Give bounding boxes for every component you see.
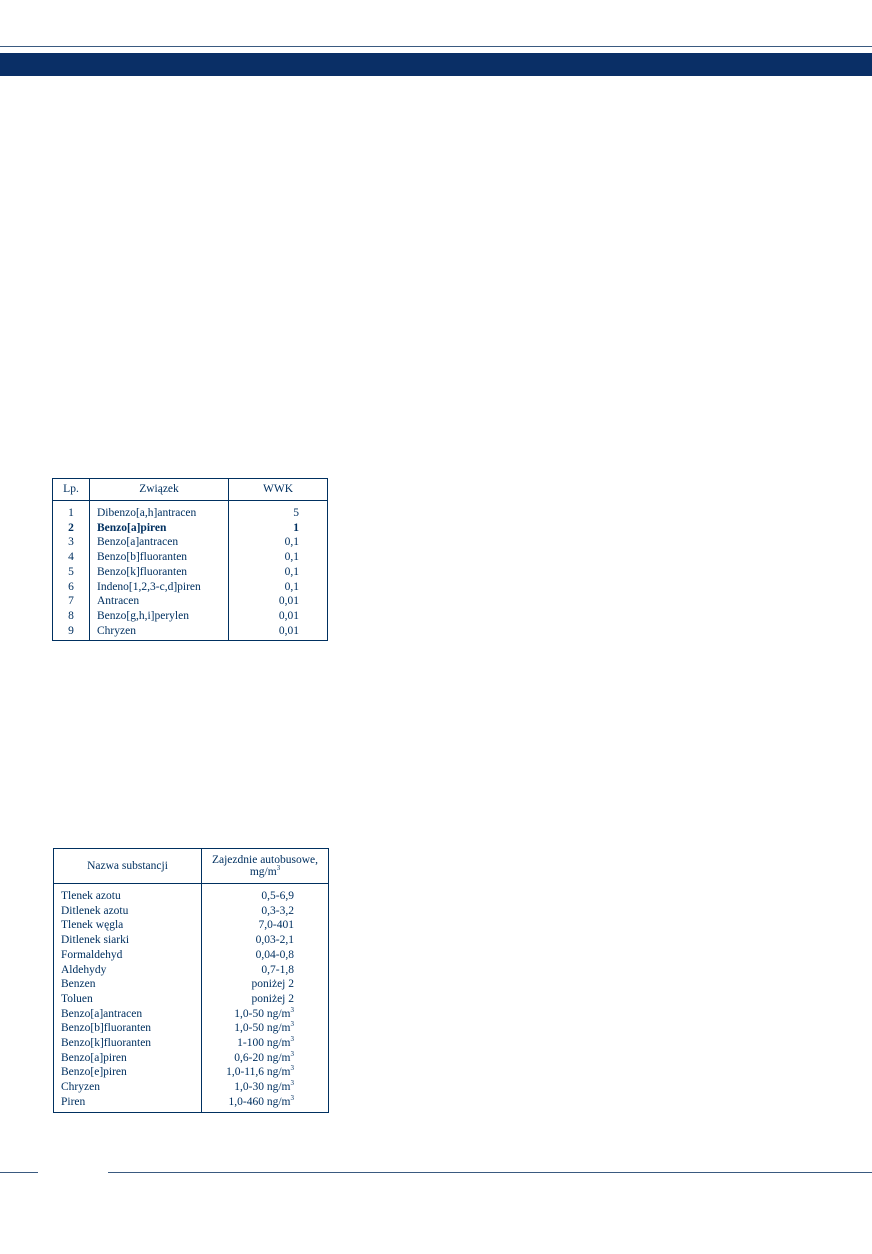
row-compound: Benzo[b]fluoranten: [90, 550, 229, 565]
row-wwk: 0,1: [229, 565, 328, 580]
row-compound: Dibenzo[a,h]antracen: [90, 501, 229, 521]
table-row: [54, 1036, 329, 1051]
row-substance-name: Tlenek węgla: [54, 918, 202, 933]
row-substance-name: Piren: [54, 1095, 202, 1112]
row-value-text: 1,0-460 ng/m: [228, 1095, 291, 1108]
table-row: [54, 1051, 329, 1066]
row-value-sup: 3: [290, 1020, 294, 1029]
substance-table-header: [54, 849, 329, 884]
top-rule: [0, 46, 872, 47]
table-row: [53, 624, 328, 641]
row-wwk: 0,1: [229, 535, 328, 550]
substance-table: [53, 848, 329, 1113]
wwk-table-body: [53, 501, 328, 641]
table-row: [54, 933, 329, 948]
row-compound: Chryzen: [90, 624, 229, 641]
row-depot-value: [202, 904, 329, 919]
row-value-sup: 3: [290, 1049, 294, 1058]
row-value-sup: 3: [290, 1035, 294, 1044]
header-wwk: WWK: [229, 479, 328, 501]
table-row: [53, 521, 328, 536]
row-depot-value: [202, 1080, 329, 1095]
row-value-text: 0,7-1,8: [261, 963, 294, 976]
row-value-text: 1-100 ng/m: [237, 1037, 291, 1050]
table-row: [54, 977, 329, 992]
row-wwk: 0,1: [229, 550, 328, 565]
row-value-text: 1,0-50 ng/m: [234, 1007, 291, 1020]
row-wwk: 0,01: [229, 624, 328, 641]
table-row: [54, 948, 329, 963]
table-row: [54, 963, 329, 978]
row-depot-value: [202, 918, 329, 933]
substance-table-body: [54, 884, 329, 1113]
table-row: [54, 1080, 329, 1095]
row-wwk: 1: [229, 521, 328, 536]
row-substance-name: Benzo[k]fluoranten: [54, 1036, 202, 1051]
table-row: [54, 1065, 329, 1080]
row-wwk: 5: [229, 501, 328, 521]
row-depot-value: [202, 884, 329, 904]
table-row: [53, 580, 328, 595]
row-value-text: 0,3-3,2: [261, 904, 294, 917]
wwk-table: [52, 478, 328, 641]
row-value-text: 0,5-6,9: [261, 890, 294, 902]
table-row: [53, 609, 328, 624]
row-value-sup: 3: [290, 1064, 294, 1073]
table-row: [53, 594, 328, 609]
row-depot-value: [202, 1095, 329, 1112]
row-wwk: 0,01: [229, 594, 328, 609]
table-row: [54, 884, 329, 904]
row-value-text: 1,0-11,6 ng/m: [226, 1066, 291, 1079]
row-depot-value: [202, 1051, 329, 1066]
row-depot-value: [202, 1021, 329, 1036]
row-value-text: 1,0-50 ng/m: [234, 1022, 291, 1035]
table-row: [54, 918, 329, 933]
row-depot-value: [202, 977, 329, 992]
table-row: [53, 565, 328, 580]
table-row: [54, 1095, 329, 1112]
row-substance-name: Formaldehyd: [54, 948, 202, 963]
header-depot-label: Zajezdnie autobusowe,: [211, 853, 318, 866]
wwk-table-header: [53, 479, 328, 501]
row-lp: 1: [53, 501, 90, 521]
table-row: [53, 535, 328, 550]
row-substance-name: Benzo[b]fluoranten: [54, 1021, 202, 1036]
table-row: [53, 501, 328, 521]
row-compound: Benzo[a]piren: [90, 521, 229, 536]
row-depot-value: [202, 963, 329, 978]
row-value-text: 0,04-0,8: [255, 948, 294, 961]
row-substance-name: Toluen: [54, 992, 202, 1007]
row-lp: 4: [53, 550, 90, 565]
row-substance-name: Benzo[a]piren: [54, 1051, 202, 1066]
table-row: [53, 550, 328, 565]
row-substance-name: Ditlenek azotu: [54, 904, 202, 919]
row-substance-name: Aldehydy: [54, 963, 202, 978]
row-compound: Benzo[a]antracen: [90, 535, 229, 550]
table-row: [54, 1007, 329, 1022]
header-compound: Związek: [90, 479, 229, 501]
row-wwk: 0,1: [229, 580, 328, 595]
row-value-text: 7,0-401: [258, 919, 294, 932]
footer-rule-right: [108, 1172, 872, 1173]
row-compound: Indeno[1,2,3-c,d]piren: [90, 580, 229, 595]
row-value-sup: 3: [290, 1005, 294, 1014]
row-value-sup: 3: [290, 1079, 294, 1088]
table-row: [54, 992, 329, 1007]
row-compound: Benzo[k]fluoranten: [90, 565, 229, 580]
row-value-text: poniżej 2: [251, 978, 294, 991]
row-lp: 2: [53, 521, 90, 536]
header-depot-unit-sup: 3: [276, 864, 281, 872]
row-substance-name: Benzo[e]piren: [54, 1065, 202, 1080]
row-lp: 7: [53, 594, 90, 609]
row-depot-value: [202, 1036, 329, 1051]
header-lp: Lp.: [53, 479, 90, 501]
row-wwk: 0,01: [229, 609, 328, 624]
header-depot-value: [202, 849, 329, 884]
table-row: [54, 904, 329, 919]
row-lp: 9: [53, 624, 90, 641]
row-value-sup: 3: [290, 1093, 294, 1102]
row-lp: 8: [53, 609, 90, 624]
row-depot-value: [202, 948, 329, 963]
row-lp: 5: [53, 565, 90, 580]
footer-rule-left: [0, 1172, 38, 1173]
row-substance-name: Chryzen: [54, 1080, 202, 1095]
row-depot-value: [202, 1007, 329, 1022]
row-value-text: poniżej 2: [251, 992, 294, 1005]
row-value-text: 0,6-20 ng/m: [234, 1051, 291, 1064]
row-compound: Benzo[g,h,i]perylen: [90, 609, 229, 624]
table-row: [54, 1021, 329, 1036]
header-substance-name: Nazwa substancji: [54, 849, 202, 884]
header-bar: [0, 53, 872, 76]
row-compound: Antracen: [90, 594, 229, 609]
row-depot-value: [202, 933, 329, 948]
row-lp: 3: [53, 535, 90, 550]
row-substance-name: Ditlenek siarki: [54, 933, 202, 948]
row-value-text: 1,0-30 ng/m: [234, 1081, 291, 1094]
row-depot-value: [202, 1065, 329, 1080]
row-substance-name: Benzen: [54, 977, 202, 992]
header-depot-unit: mg/m: [249, 866, 277, 878]
row-value-text: 0,03-2,1: [255, 934, 294, 947]
row-depot-value: [202, 992, 329, 1007]
row-lp: 6: [53, 580, 90, 595]
row-substance-name: Tlenek azotu: [54, 884, 202, 904]
row-substance-name: Benzo[a]antracen: [54, 1007, 202, 1022]
